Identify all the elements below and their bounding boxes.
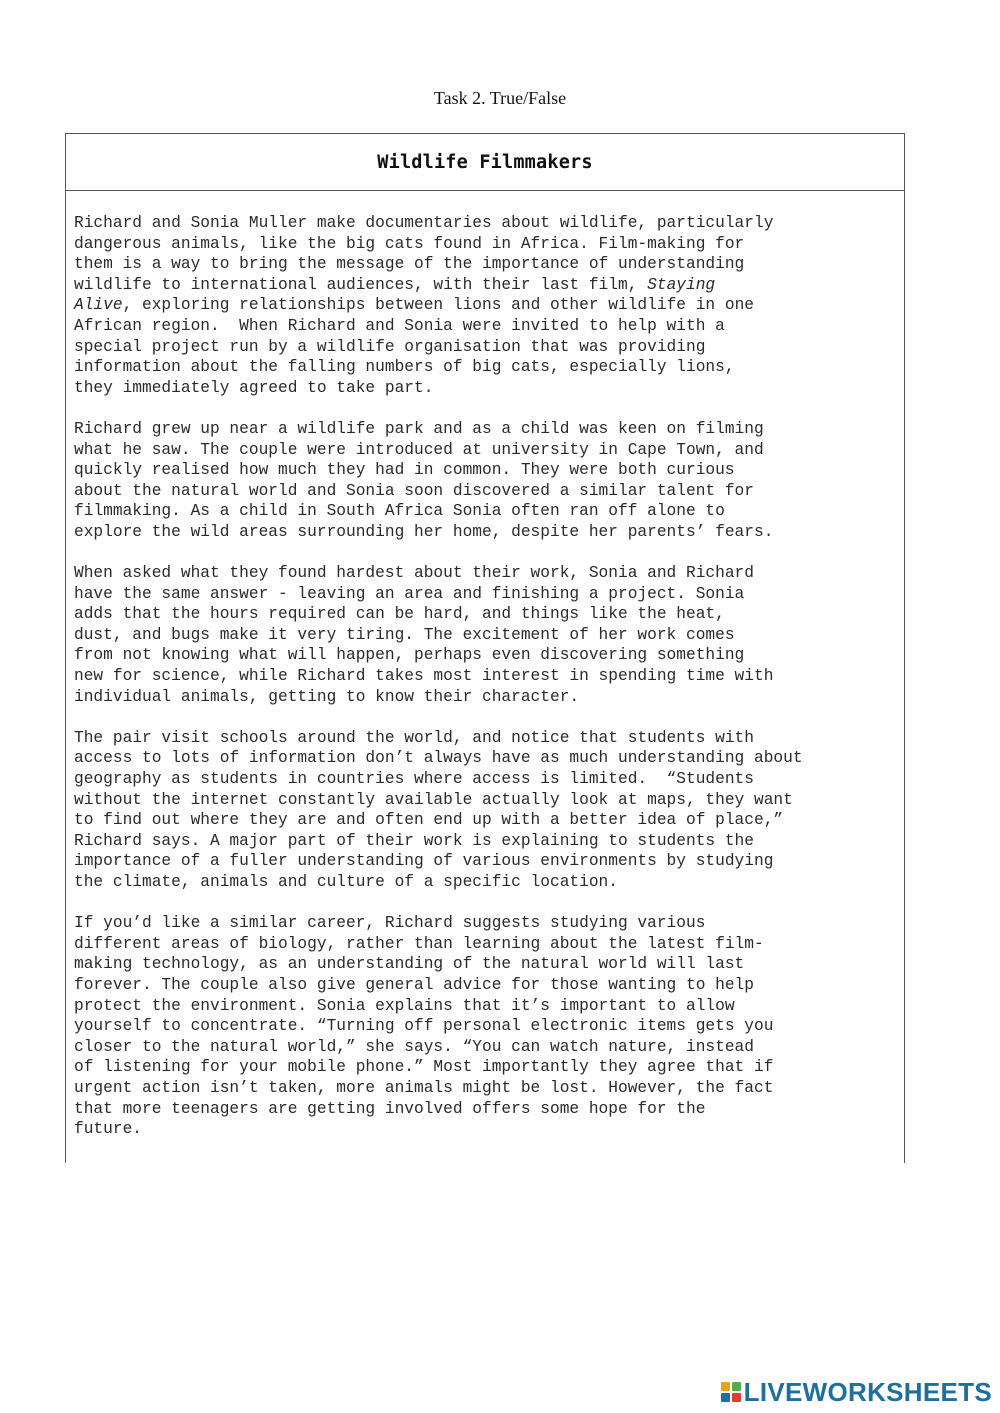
logo-square-1 bbox=[721, 1382, 730, 1391]
passage-paragraph-1: Richard and Sonia Muller make documentaries about wildlife, particularly dangerous animals, like the big cats found in Africa. Film-making for them is a way to bring the message of the importance of understanding wildlife to international audiences, with their last film, Staying Alive, exploring relationships between lions and other wildlife in one African region. When Richard and Sonia were invited to help with a special project run by a wildlife organisation that was providing information about the falling numbers of big cats, especially lions, they immediately agreed to take part. bbox=[74, 214, 774, 397]
logo-square-4 bbox=[732, 1393, 741, 1402]
italic-text: Alive bbox=[74, 296, 123, 315]
passage-paragraph-2: Richard grew up near a wildlife park and as a child was keen on filming what he saw. The couple were introduced at university in Cape Town, and quickly realised how much they had in common. They were both curious about the natural world and Sonia soon discovered a similar talent for filmmaking. As a child in South Africa Sonia often ran off alone to explore the wild areas surrounding her home, despite her parents’ fears. bbox=[74, 419, 774, 541]
passage-box bbox=[65, 133, 905, 1163]
passage-paragraph-3: When asked what they found hardest about their work, Sonia and Richard have the same answer - leaving an area and finishing a project. Sonia adds that the hours required can be hard, and things like the heat, dust, and bugs make it very tiring. The excitement of her work comes from not knowing what will happen, perhaps even discovering something new for science, while Richard takes most interest in spending time with individual animals, getting to know their character. bbox=[74, 564, 774, 706]
passage-title-bar bbox=[66, 134, 904, 191]
logo-square-2 bbox=[732, 1382, 741, 1391]
logo-square-3 bbox=[721, 1393, 730, 1402]
passage-paragraph-4: The pair visit schools around the world, and notice that students with access to lots of information don’t always have as much understanding about geography as students in countries where access is limited. “Students without the internet constantly available actually look at maps, they want to find out where they are and often end up with a better idea of place,” Richard says. A major part of their work is explaining to students the importance of a fuller understanding of various environments by studying the climate, animals and culture of a specific location. bbox=[74, 728, 803, 891]
passage-title: Wildlife Filmmakers bbox=[377, 151, 593, 173]
logo-text: LIVEWORKSHEETS bbox=[743, 1376, 992, 1407]
passage-body bbox=[74, 213, 904, 1160]
passage-paragraph-5: If you’d like a similar career, Richard suggests studying various different areas of biology, rather than learning about the latest film- making technology, as an understanding of the natural world will last forever. The couple also give general advice for those wanting to help protect the environment. Sonia explains that it’s important to allow yourself to concentrate. “Turning off personal electronic items gets you closer to the natural world,” she says. “You can watch nature, instead of listening for your mobile phone.” Most importantly they agree that if urgent action isn’t taken, more animals might be lost. However, the fact that more teenagers are getting involved offers some hope for the future. bbox=[74, 914, 774, 1139]
logo-mark-icon bbox=[721, 1382, 741, 1402]
liveworksheets-logo bbox=[721, 1375, 992, 1409]
task-heading: Task 2. True/False bbox=[433, 88, 567, 108]
italic-text: Staying bbox=[647, 275, 716, 294]
